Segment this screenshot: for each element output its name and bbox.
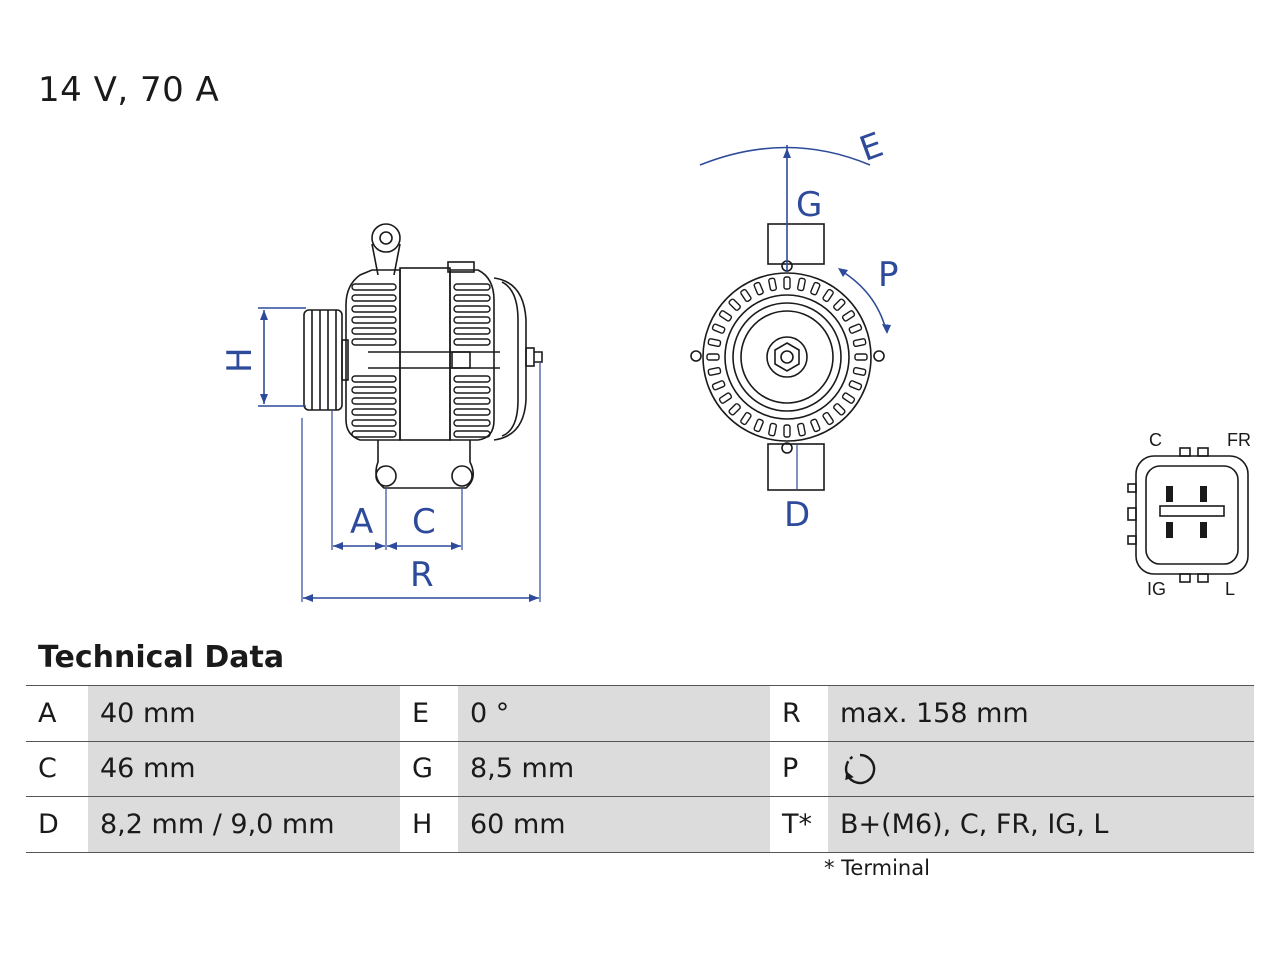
cooling-fin — [454, 376, 490, 382]
cooling-slot — [719, 392, 732, 404]
dimension-label-d: D — [784, 495, 811, 535]
cooling-fin — [454, 295, 490, 301]
cooling-slot — [712, 324, 725, 334]
connector-pins — [1166, 486, 1207, 538]
spec-key: T* — [770, 797, 828, 853]
cooling-fin — [454, 339, 490, 345]
cooling-slot — [797, 278, 805, 291]
cooling-slot — [754, 282, 764, 295]
cooling-fin — [454, 420, 490, 426]
cooling-fin — [352, 420, 396, 426]
cooling-slot — [712, 380, 725, 390]
page-title: 14 V, 70 A — [38, 70, 220, 110]
cooling-slot — [768, 423, 776, 436]
spec-value: 8,5 mm — [458, 741, 770, 797]
dimension-label-c: C — [412, 502, 436, 542]
spec-value: 8,2 mm / 9,0 mm — [88, 797, 400, 853]
technical-data-title: Technical Data — [38, 640, 285, 675]
cooling-fin — [454, 306, 490, 312]
dimension-label-g: G — [796, 185, 823, 225]
cooling-slot — [833, 403, 846, 416]
cooling-fin — [352, 284, 396, 290]
cooling-slot — [719, 310, 732, 322]
cooling-fin — [352, 306, 396, 312]
cooling-slot — [797, 423, 805, 436]
dimension-label-e: E — [854, 124, 889, 170]
cooling-slot — [822, 289, 834, 302]
spec-key: E — [400, 686, 458, 742]
technical-data-table — [26, 685, 1254, 853]
cooling-fin — [454, 328, 490, 334]
table-row — [26, 686, 1254, 742]
spec-key: D — [26, 797, 88, 853]
spec-key: H — [400, 797, 458, 853]
spec-value: 46 mm — [88, 741, 400, 797]
cooling-slot — [842, 310, 855, 322]
cooling-slot — [728, 298, 741, 311]
dimension-label-p: P — [878, 255, 899, 295]
footnote: * Terminal — [824, 856, 930, 880]
cooling-slot — [810, 419, 820, 432]
spec-key: C — [26, 741, 88, 797]
spec-value: B+(M6), C, FR, IG, L — [828, 797, 1254, 853]
connector-label-l: L — [1225, 579, 1236, 599]
cooling-slot — [853, 338, 866, 346]
spec-value-rotation — [828, 741, 1254, 797]
cooling-slot — [728, 403, 741, 416]
cooling-fin — [352, 339, 396, 345]
dimension-label-a: A — [350, 502, 374, 542]
cooling-slot — [849, 380, 862, 390]
cooling-fin — [352, 317, 396, 323]
cooling-slot — [740, 289, 752, 302]
dimension-label-r: R — [410, 555, 434, 595]
cooling-slot — [853, 367, 866, 375]
cooling-slot — [708, 338, 721, 346]
dimension-label-h: H — [220, 347, 260, 373]
cooling-fin — [454, 431, 490, 437]
cooling-slot — [833, 298, 846, 311]
cooling-fin — [454, 409, 490, 415]
cooling-slot — [855, 354, 867, 360]
cooling-slot — [754, 419, 764, 432]
front-view-dimension-labels — [784, 125, 899, 535]
cooling-fin — [454, 387, 490, 393]
cooling-slot — [849, 324, 862, 334]
cooling-fin — [352, 431, 396, 437]
cooling-slot — [842, 392, 855, 404]
alternator-side-view — [304, 224, 542, 488]
cooling-slot — [784, 425, 790, 437]
alternator-drawing — [0, 110, 1280, 620]
spec-key: R — [770, 686, 828, 742]
cooling-slot — [740, 412, 752, 425]
connector-label-fr: FR — [1227, 430, 1251, 450]
cooling-slot — [784, 277, 790, 289]
spec-key: G — [400, 741, 458, 797]
connector-plug — [1128, 448, 1248, 582]
cooling-fin — [352, 295, 396, 301]
spec-value: 40 mm — [88, 686, 400, 742]
spec-value: 0 ° — [458, 686, 770, 742]
front-view-cooling-slots — [707, 277, 867, 437]
connector-label-c: C — [1149, 430, 1162, 450]
cooling-fin — [352, 376, 396, 382]
cooling-fin — [454, 317, 490, 323]
cooling-slot — [707, 354, 719, 360]
cooling-slot — [810, 282, 820, 295]
connector-label-ig: IG — [1147, 579, 1167, 599]
table-row — [26, 797, 1254, 853]
cooling-slot — [822, 412, 834, 425]
spec-key: A — [26, 686, 88, 742]
table-row — [26, 741, 1254, 797]
cooling-fin — [454, 284, 490, 290]
spec-key: P — [770, 741, 828, 797]
cooling-fin — [454, 398, 490, 404]
cooling-slot — [708, 367, 721, 375]
clockwise-rotation-icon — [840, 749, 880, 789]
cooling-fin — [352, 398, 396, 404]
spec-value: 60 mm — [458, 797, 770, 853]
cooling-fin — [352, 409, 396, 415]
cooling-fin — [352, 328, 396, 334]
cooling-fin — [352, 387, 396, 393]
spec-value: max. 158 mm — [828, 686, 1254, 742]
cooling-slot — [768, 278, 776, 291]
